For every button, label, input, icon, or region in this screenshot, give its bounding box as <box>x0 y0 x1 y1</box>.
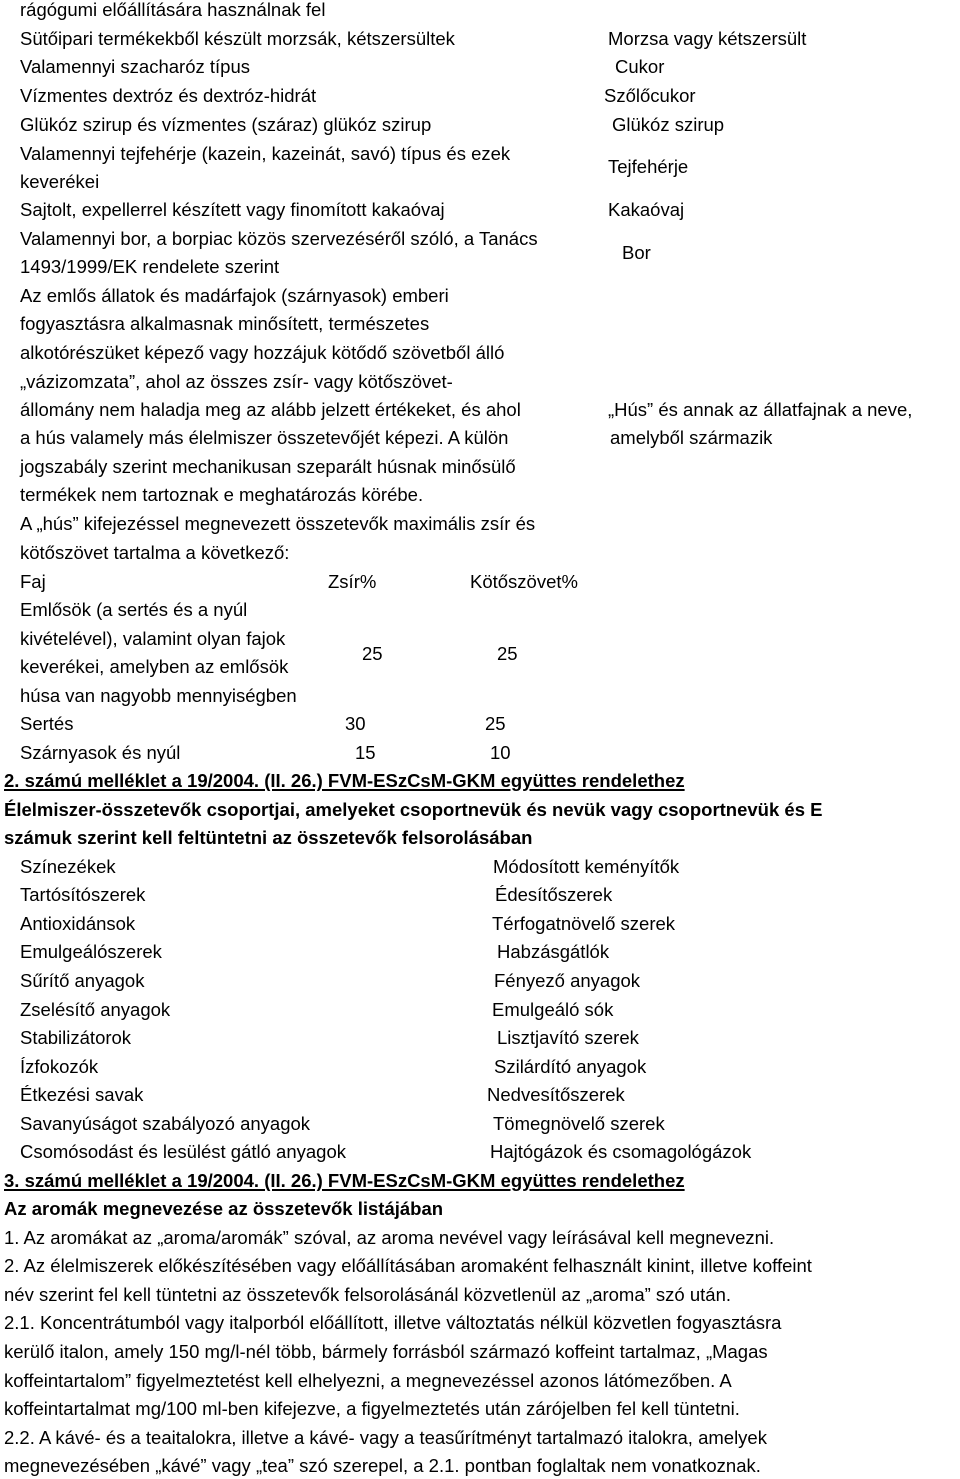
table-row-right-text: Glükóz szirup <box>612 114 725 135</box>
meat-definition-line: a hús valamely más élelmiszer összetevőjét képezi. A külön <box>20 427 509 448</box>
annex-3-paragraph-line: kerülő italon, amely 150 mg/l-nél több, bármely forrásból származó koffeint tartalmaz, „Magas <box>4 1341 768 1362</box>
meat-definition-line: termékek nem tartoznak e meghatározás körébe. <box>20 484 424 505</box>
table-row-left-text: Valamennyi tejfehérje (kazein, kazeinát, savó) típus és ezek <box>20 143 511 164</box>
annex-3-paragraph-line: 2. Az élelmiszerek előkészítésében vagy előállításában aromaként felhasznált kinint, illetve koffeint <box>4 1255 812 1276</box>
table-row-left-text: keverékei <box>20 171 100 192</box>
group-name-left: Antioxidánsok <box>20 913 136 934</box>
meat-definition-line: alkotórészüket képező vagy hozzájuk kötődő szövetből álló <box>20 342 505 363</box>
group-name-right: Módosított keményítők <box>493 856 680 877</box>
group-name-left: Stabilizátorok <box>20 1027 132 1048</box>
group-name-right: Emulgeáló sók <box>492 999 614 1020</box>
table-row-right-text: Tejfehérje <box>608 156 689 177</box>
annex-3-paragraph-line: 2.1. Koncentrátumból vagy italporból előállított, illetve változtatás nélkül közvetlen fogyasztásra <box>4 1312 782 1333</box>
group-name-left: Sűrítő anyagok <box>20 970 145 991</box>
connective-value: 25 <box>485 713 506 734</box>
group-name-right: Nedvesítőszerek <box>487 1084 625 1105</box>
meat-definition-line: kötőszövet tartalma a következő: <box>20 542 290 563</box>
group-name-left: Ízfokozók <box>20 1056 99 1077</box>
group-name-left: Tartósítószerek <box>20 884 146 905</box>
table-row-left-text: Sajtolt, expellerrel készített vagy finomított kakaóvaj <box>20 199 445 220</box>
table-row-left-text: Valamennyi bor, a borpiac közös szervezéséről szóló, a Tanács <box>20 228 538 249</box>
annex-3-paragraph-line: megnevezésében „kávé” vagy „tea” szó szerepel, a 2.1. pontban foglaltak nem vonatkoznak. <box>4 1455 761 1476</box>
table-row-right-text: Kakaóvaj <box>608 199 685 220</box>
annex-3-paragraph-line: 1. Az aromákat az „aroma/aromák” szóval, az aroma nevével vagy leírásával kell megnevezni. <box>4 1227 775 1248</box>
annex-3-paragraph-line: név szerint fel kell tüntetni az összetevők felsorolásánál közvetlenül az „aroma” szó után. <box>4 1284 732 1305</box>
column-header-species: Faj <box>20 571 46 592</box>
group-name-right: Tömegnövelő szerek <box>493 1113 665 1134</box>
group-name-right: Fényező anyagok <box>494 970 641 991</box>
group-name-left: Emulgeálószerek <box>20 941 162 962</box>
group-name-right: Édesítőszerek <box>495 884 613 905</box>
annex-2-title: 2. számú melléklet a 19/2004. (II. 26.) FVM-ESzCsM-GKM együttes rendelethez <box>4 770 685 791</box>
table-row-right-text: „Hús” és annak az állatfajnak a neve, <box>608 399 913 420</box>
meat-definition-line: Az emlős állatok és madárfajok (szárnyasok) emberi <box>20 285 449 306</box>
meat-definition-line: A „hús” kifejezéssel megnevezett összetevők maximális zsír és <box>20 513 536 534</box>
column-header-connective: Kötőszövet% <box>470 571 578 592</box>
column-header-fat: Zsír% <box>328 571 377 592</box>
table-row-right-text: Bor <box>622 242 651 263</box>
group-name-right: Habzásgátlók <box>497 941 610 962</box>
group-name-right: Hajtógázok és csomagológázok <box>490 1141 752 1162</box>
group-name-left: Savanyúságot szabályozó anyagok <box>20 1113 311 1134</box>
species-cell: Emlősök (a sertés és a nyúl <box>20 599 248 620</box>
table-row-left-text: Glükóz szirup és vízmentes (száraz) glükóz szirup <box>20 114 432 135</box>
annex-3-paragraph-line: koffeintartalmat mg/100 ml-ben kifejezve, a figyelmeztetés után zárójelben fel kell tüntetni. <box>4 1398 740 1419</box>
species-cell: Sertés <box>20 713 74 734</box>
group-name-right: Szilárdító anyagok <box>494 1056 647 1077</box>
meat-definition-line: jogszabály szerint mechanikusan szeparált húsnak minősülő <box>20 456 516 477</box>
group-name-left: Zselésítő anyagok <box>20 999 171 1020</box>
annex-2-subtitle: számuk szerint kell feltüntetni az összetevők felsorolásában <box>4 827 533 848</box>
group-name-right: Térfogatnövelő szerek <box>492 913 676 934</box>
annex-2-subtitle: Élelmiszer-összetevők csoportjai, amelyeket csoportnevük és nevük vagy csoportnevük és E <box>4 799 823 820</box>
annex-3-paragraph-line: koffeintartalom” figyelmeztetést kell elhelyezni, a megnevezéssel azonos látómezőben. A <box>4 1370 732 1391</box>
group-name-left: Színezékek <box>20 856 116 877</box>
meat-definition-line: állomány nem haladja meg az alább jelzett értékeket, és ahol <box>20 399 521 420</box>
meat-definition-line: fogyasztásra alkalmasnak minősített, természetes <box>20 313 430 334</box>
table-row-right-text: amelyből származik <box>610 427 773 448</box>
fat-value: 30 <box>345 713 366 734</box>
fat-value: 25 <box>362 643 383 664</box>
fat-value: 15 <box>355 742 376 763</box>
table-row-right-text: Szőlőcukor <box>604 85 696 106</box>
connective-value: 25 <box>497 643 518 664</box>
table-row-right-text: Morzsa vagy kétszersült <box>608 28 807 49</box>
group-name-right: Lisztjavító szerek <box>497 1027 639 1048</box>
annex-3-subtitle: Az aromák megnevezése az összetevők listájában <box>4 1198 444 1219</box>
group-name-left: Étkezési savak <box>20 1084 144 1105</box>
table-row-left-text: 1493/1999/EK rendelete szerint <box>20 256 280 277</box>
meat-definition-line: „vázizomzata”, ahol az összes zsír- vagy kötőszövet- <box>20 371 453 392</box>
species-cell: kivételével), valamint olyan fajok <box>20 628 286 649</box>
species-cell: húsa van nagyobb mennyiségben <box>20 685 297 706</box>
species-cell: Szárnyasok és nyúl <box>20 742 181 763</box>
species-cell: keverékei, amelyben az emlősök <box>20 656 289 677</box>
table-row-left-text: Vízmentes dextróz és dextróz-hidrát <box>20 85 317 106</box>
table-row-left-text: Sütőipari termékekből készült morzsák, kétszersültek <box>20 28 455 49</box>
table-row-left-text: rágógumi előállítására használnak fel <box>20 0 326 20</box>
annex-3-title: 3. számú melléklet a 19/2004. (II. 26.) FVM-ESzCsM-GKM együttes rendelethez <box>4 1170 685 1191</box>
table-row-left-text: Valamennyi szacharóz típus <box>20 56 250 77</box>
group-name-left: Csomósodást és lesülést gátló anyagok <box>20 1141 346 1162</box>
connective-value: 10 <box>490 742 511 763</box>
annex-3-paragraph-line: 2.2. A kávé- és a teaitalokra, illetve a kávé- vagy a teasűrítményt tartalmazó italokra, amelyek <box>4 1427 767 1448</box>
table-row-right-text: Cukor <box>615 56 665 77</box>
